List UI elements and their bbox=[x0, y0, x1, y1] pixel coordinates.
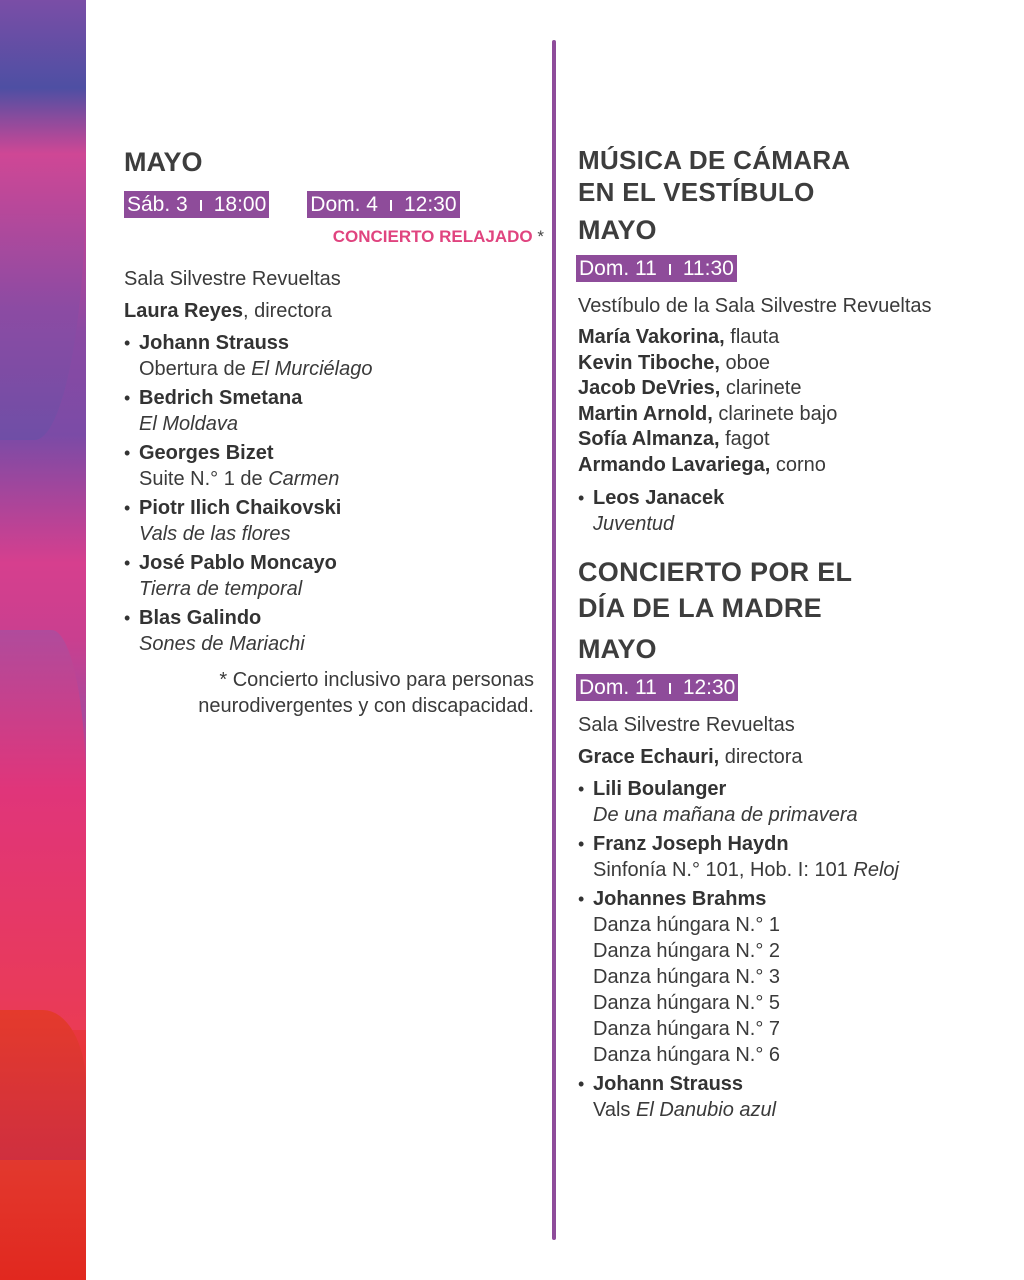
conductor: Laura Reyes, directora bbox=[124, 300, 332, 322]
venue: Sala Silvestre Revueltas bbox=[124, 268, 341, 290]
list-item: • Piotr Ilich Chaikovski Vals de las flores bbox=[124, 496, 544, 547]
month-heading: MAYO bbox=[124, 147, 203, 177]
section-title-chamber: MÚSICA DE CÁMARA EN EL VESTÍBULO bbox=[578, 145, 851, 207]
section-title-mothers-day: CONCIERTO POR EL DÍA DE LA MADRE bbox=[578, 556, 853, 623]
inclusive-note: * Concierto inclusivo para personas neurodivergentes y con discapacidad. bbox=[198, 669, 534, 717]
player: Sofía Almanza, fagot bbox=[578, 428, 770, 451]
band-wave bbox=[0, 1010, 86, 1160]
player: Jacob DeVries, clarinete bbox=[578, 377, 802, 400]
venue: Vestíbulo de la Sala Silvestre Revueltas bbox=[578, 295, 932, 317]
month-heading: MAYO bbox=[578, 633, 657, 664]
column-divider bbox=[552, 40, 556, 1240]
right-column bbox=[578, 144, 998, 1127]
players-list bbox=[578, 325, 998, 479]
date-badge: Sáb. 3 18:00 bbox=[124, 191, 269, 218]
date-badges bbox=[124, 191, 544, 218]
month-heading: MAYO bbox=[578, 215, 657, 245]
list-item: • Blas Galindo Sones de Mariachi bbox=[124, 606, 544, 657]
left-column bbox=[124, 144, 544, 719]
date-badge: Dom. 11 12:30 bbox=[576, 674, 738, 701]
player: Armando Lavariega, corno bbox=[578, 453, 826, 476]
list-item: • Leos Janacek Juventud bbox=[578, 486, 998, 537]
band-wave bbox=[0, 630, 86, 1030]
list-item: • Georges Bizet Suite N.° 1 de Carmen bbox=[124, 441, 544, 492]
list-item: • Franz Joseph Haydn Sinfonía N.° 101, Hob. I: 101 Reloj bbox=[578, 832, 998, 883]
list-item: • Bedrich Smetana El Moldava bbox=[124, 386, 544, 437]
conductor: Grace Echauri, directora bbox=[578, 745, 803, 768]
player: Martin Arnold, clarinete bajo bbox=[578, 402, 838, 425]
list-item: • Johann Strauss Vals El Danubio azul bbox=[578, 1072, 998, 1123]
list-item: • Lili Boulanger De una mañana de primavera bbox=[578, 777, 998, 828]
player: María Vakorina, flauta bbox=[578, 326, 780, 348]
program-list bbox=[124, 331, 544, 657]
date-badges bbox=[576, 674, 998, 701]
list-item: • José Pablo Moncayo Tierra de temporal bbox=[124, 551, 544, 602]
date-badge: Dom. 4 12:30 bbox=[307, 191, 459, 218]
date-badge: Dom. 11 11:30 bbox=[576, 255, 737, 282]
relaxed-concert-label: CONCIERTO RELAJADO * bbox=[332, 227, 544, 246]
decorative-gradient-band bbox=[0, 0, 86, 1280]
list-item: • Johannes Brahms Danza húngara N.° 1 Danza húngara N.° 2 Danza húngara N.° 3 Danza húngara N.° 5 Danza húngara N.° 7 Danza húngara N.° 6 bbox=[578, 887, 998, 1068]
program-list bbox=[578, 777, 998, 1123]
date-badges bbox=[576, 255, 998, 282]
band-wave bbox=[0, 0, 86, 440]
list-item: • Johann Strauss Obertura de El Murciélago bbox=[124, 331, 544, 382]
player: Kevin Tiboche, oboe bbox=[578, 351, 770, 374]
program-list bbox=[578, 486, 998, 537]
venue: Sala Silvestre Revueltas bbox=[578, 713, 795, 736]
